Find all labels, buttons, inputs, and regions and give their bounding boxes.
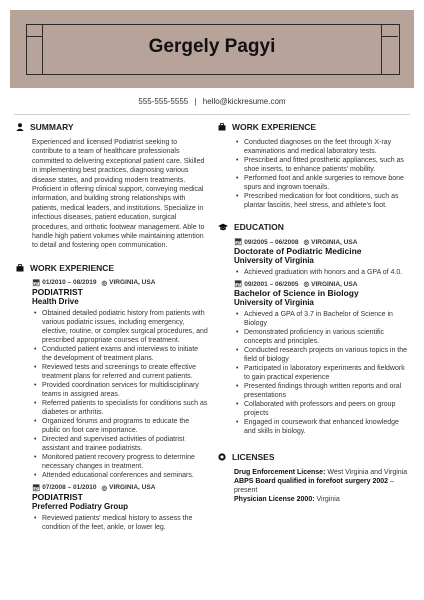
license-label: ABPS Board qualified in forefoot surgery 2002 [234, 478, 389, 485]
list-item: • Prescribed and fitted prosthetic appliances, such as shoe inserts, to enhance patients' mobility. [244, 156, 410, 174]
list-item: • Participated in laboratory experiments and fieldwork to gain practical experience [244, 364, 410, 382]
education-meta [234, 280, 410, 288]
license-item [234, 477, 410, 495]
list-item: • Presented findings through written reports and oral presentations [244, 382, 410, 400]
graduation-cap-icon [218, 223, 228, 231]
work-heading-right [218, 122, 410, 132]
list-item: • Achieved graduation with honors and a GPA of 4.0. [244, 268, 410, 277]
calendar-icon: 📅︎ [234, 281, 243, 288]
list-item: • Conducted patient exams and interviews to initiate the development of treatment plans. [42, 345, 208, 363]
work-right-bullets [234, 138, 410, 210]
education-location: VIRGINIA, USA [311, 238, 358, 246]
candidate-name: Gergely Pagyi [148, 36, 276, 57]
job-meta [32, 279, 208, 287]
job-dates: 01/2010 – 08/2019 [42, 279, 97, 287]
person-icon [16, 123, 24, 131]
job-title: PODIATRIST [32, 286, 83, 297]
education-entry [234, 280, 410, 436]
job-location: VIRGINIA, USA [109, 279, 156, 287]
list-item: • Reviewed patients' medical history to assess the condition of the feet, ankle, or lower leg. [42, 514, 208, 532]
contact-line [0, 97, 424, 106]
list-item: • Engaged in coursework that enhanced knowledge and skills in biology. [244, 418, 410, 436]
license-value: West Virginia and Virginia [325, 469, 408, 476]
list-item: • Achieved a GPA of 3.7 in Bachelor of Science in Biology [244, 310, 410, 328]
summary-heading [16, 122, 208, 132]
list-item: • Attended educational conferences and seminars. [42, 471, 208, 480]
list-item: • Organized forums and programs to educate the public on foot care importance. [42, 417, 208, 435]
left-column [16, 118, 208, 532]
header-divider [14, 114, 410, 115]
calendar-icon: 📅︎ [32, 279, 41, 287]
license-list [234, 468, 410, 504]
education-entry [234, 238, 410, 277]
job-bullets [32, 514, 208, 532]
list-item: • Monitored patient recovery progress to determine necessary changes in treatment. [42, 453, 208, 471]
list-item: • Reviewed tests and screenings to create effective treatment plans for referred and current patients. [42, 363, 208, 381]
job-company: Health Drive [32, 296, 79, 306]
job-location: VIRGINIA, USA [109, 484, 156, 492]
education-dates: 09/2001 – 06/2005 [244, 280, 299, 288]
location-pin-icon: ◎ [303, 281, 310, 288]
education-location: VIRGINIA, USA [311, 280, 358, 288]
job-company: Preferred Podiatry Group [32, 501, 129, 511]
list-item: • Obtained detailed podiatric history from patients with various podiatric issues, including emergency, elective, routine, or complex surgical procedures, and prescribed appropriate courses of treatment. [42, 309, 208, 345]
job-bullets [32, 309, 208, 480]
license-item [234, 468, 410, 477]
license-label: Drug Enforcement License: [234, 469, 326, 476]
job-title: PODIATRIST [32, 491, 83, 502]
license-item [234, 495, 410, 504]
education-degree: Bachelor of Science in Biology [234, 288, 359, 298]
list-item: • Prescribed medication for foot conditions, such as plantar fasciitis, heel stress, and athlete's foot. [244, 192, 410, 210]
summary-text: Experienced and licensed Podiatrist seeking to contribute to a team of healthcare professionals committed to delivering exceptional patient care. Skilled in implementing best practices, diagnosing various disease states, and providing modern treatments. Proficient in offering clinical support, conveying medical information, and building strong relationships with patients, medical leaders, and institutions. Specialize in infectious diseases, patient education, surgical procedures, and orthotic footwear management. Able to handle high patient volumes while maintaining attention to detail and fostering open communication. [32, 139, 205, 250]
work-title-left: WORK EXPERIENCE [30, 262, 115, 273]
license-value: Virginia [314, 496, 340, 503]
list-item: • Conducted research projects on various topics in the field of biology [244, 346, 410, 364]
list-item: • Conducted diagnoses on the feet through X-ray examinations and medical laboratory tests. [244, 138, 410, 156]
education-meta [234, 238, 410, 246]
licenses-title: LICENSES [232, 452, 275, 462]
briefcase-icon [218, 123, 226, 131]
list-item: • Demonstrated proficiency in various scientific concepts and principles. [244, 328, 410, 346]
location-pin-icon: ◎ [303, 239, 310, 246]
job-dates: 07/2008 – 01/2010 [42, 484, 97, 492]
education-title: EDUCATION [234, 222, 284, 232]
right-column [218, 118, 410, 504]
list-item: • Performed foot and ankle surgeries to remove bone spurs and ingrown toenails. [244, 174, 410, 192]
list-item: • Collaborated with professors and peers on group projects [244, 400, 410, 418]
location-pin-icon: ◎ [101, 279, 108, 287]
education-bullets [234, 310, 410, 436]
contact-separator: | [194, 97, 197, 106]
licenses-heading [218, 452, 410, 462]
calendar-icon: 📅︎ [32, 484, 41, 492]
work-heading-left [16, 263, 208, 273]
summary-title: SUMMARY [30, 122, 74, 132]
license-value: – present [234, 478, 394, 494]
list-item: • Referred patients to specialists for conditions such as diabetes or arthritis. [42, 399, 208, 417]
list-item: • Provided coordination services for multidisciplinary teams in assigned areas. [42, 381, 208, 399]
education-school: University of Virginia [234, 298, 314, 307]
location-pin-icon: ◎ [101, 484, 108, 492]
work-title-right: WORK EXPERIENCE [232, 122, 317, 132]
license-label: Physician License 2000: [234, 496, 315, 503]
job-meta [32, 484, 208, 492]
job-entry [32, 279, 208, 480]
education-bullets [234, 268, 410, 277]
award-icon [218, 453, 226, 461]
education-heading [218, 222, 410, 232]
education-degree: Doctorate of Podiatric Medicine [234, 246, 362, 256]
calendar-icon: 📅︎ [234, 239, 243, 246]
phone[interactable]: 555-555-5555 [138, 97, 189, 106]
education-dates: 09/2005 – 06/2008 [244, 238, 299, 246]
list-item: • Directed and supervised activities of podiatrist assistant and trainee podiatrists. [42, 435, 208, 453]
briefcase-icon [16, 264, 24, 272]
education-school: University of Virginia [234, 256, 314, 265]
email[interactable]: hello@kickresume.com [202, 97, 286, 106]
job-entry [32, 484, 208, 532]
